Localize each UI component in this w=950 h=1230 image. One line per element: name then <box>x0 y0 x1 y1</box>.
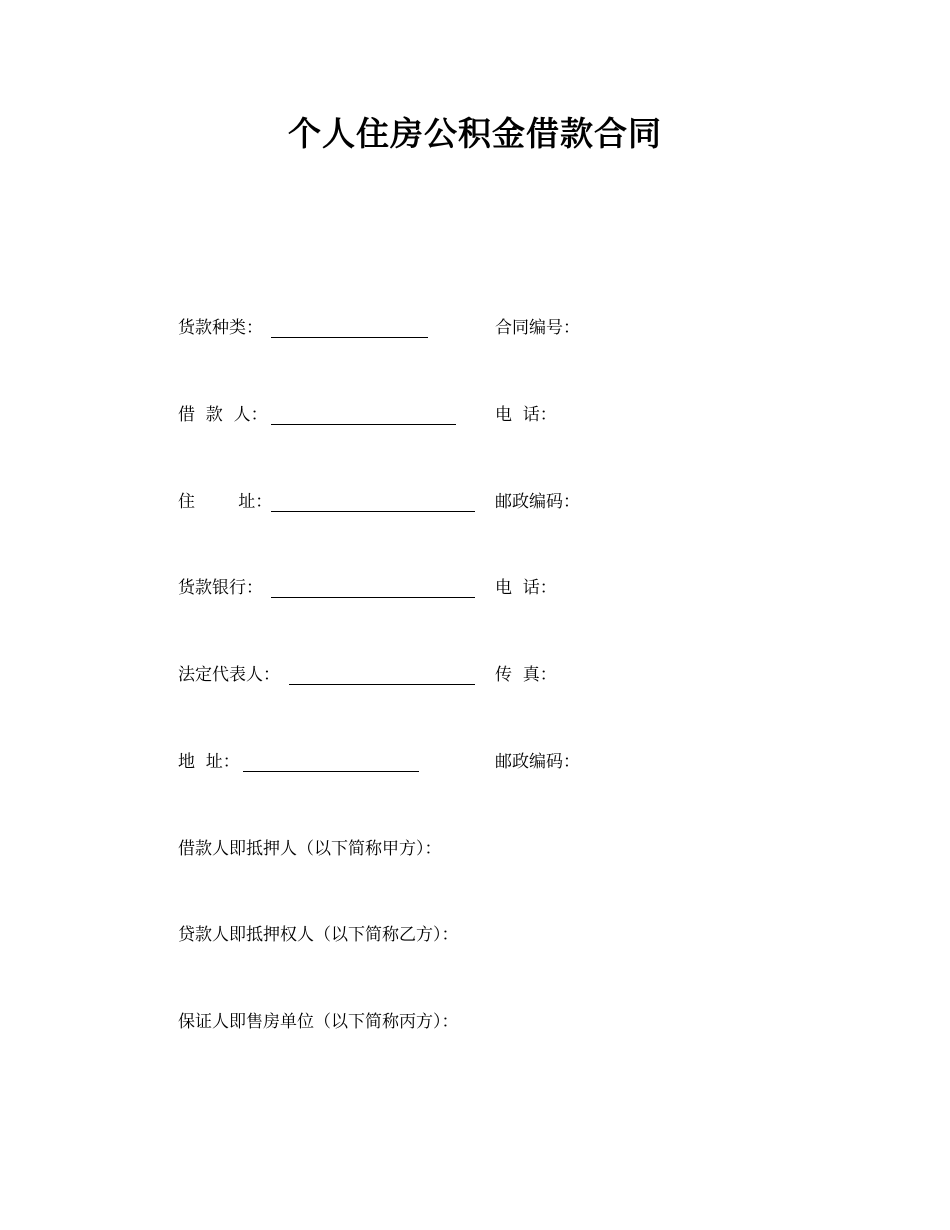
borrower-phone-label: 电 话： <box>495 405 557 425</box>
field-row-borrower <box>178 403 678 427</box>
loan-type-label: 货款种类： <box>178 318 263 338</box>
party-a-line: 借款人即抵押人（以下简称甲方）： <box>178 839 442 859</box>
contract-title: 个人住房公积金借款合同 <box>288 114 662 153</box>
bank-address-blank[interactable] <box>243 771 419 772</box>
legal-rep-label: 法定代表人： <box>178 665 280 685</box>
field-row-loan-type <box>178 316 678 340</box>
fax-label: 传 真： <box>495 665 557 685</box>
bank-postcode-label: 邮政编码： <box>495 752 580 772</box>
field-row-legal-rep <box>178 663 678 687</box>
contract-number-label: 合同编号： <box>495 318 580 338</box>
address-postcode-label: 邮政编码： <box>495 492 580 512</box>
lending-bank-label: 货款银行： <box>178 578 263 598</box>
bank-phone-label: 电 话： <box>495 578 557 598</box>
loan-type-blank[interactable] <box>271 337 428 338</box>
field-row-bank-address <box>178 750 678 774</box>
field-row-address <box>178 490 678 514</box>
lending-bank-blank[interactable] <box>271 597 475 598</box>
bank-address-label: 地 址： <box>178 752 240 772</box>
borrower-blank[interactable] <box>271 424 456 425</box>
field-row-lending-bank <box>178 576 678 600</box>
legal-rep-blank[interactable] <box>289 684 475 685</box>
borrower-label: 借 款 人： <box>178 405 268 425</box>
party-b-line: 贷款人即抵押权人（以下简称乙方）： <box>178 925 459 945</box>
address-label: 住 址： <box>178 492 273 512</box>
party-c-line: 保证人即售房单位（以下简称丙方）： <box>178 1012 459 1032</box>
address-blank[interactable] <box>271 511 475 512</box>
